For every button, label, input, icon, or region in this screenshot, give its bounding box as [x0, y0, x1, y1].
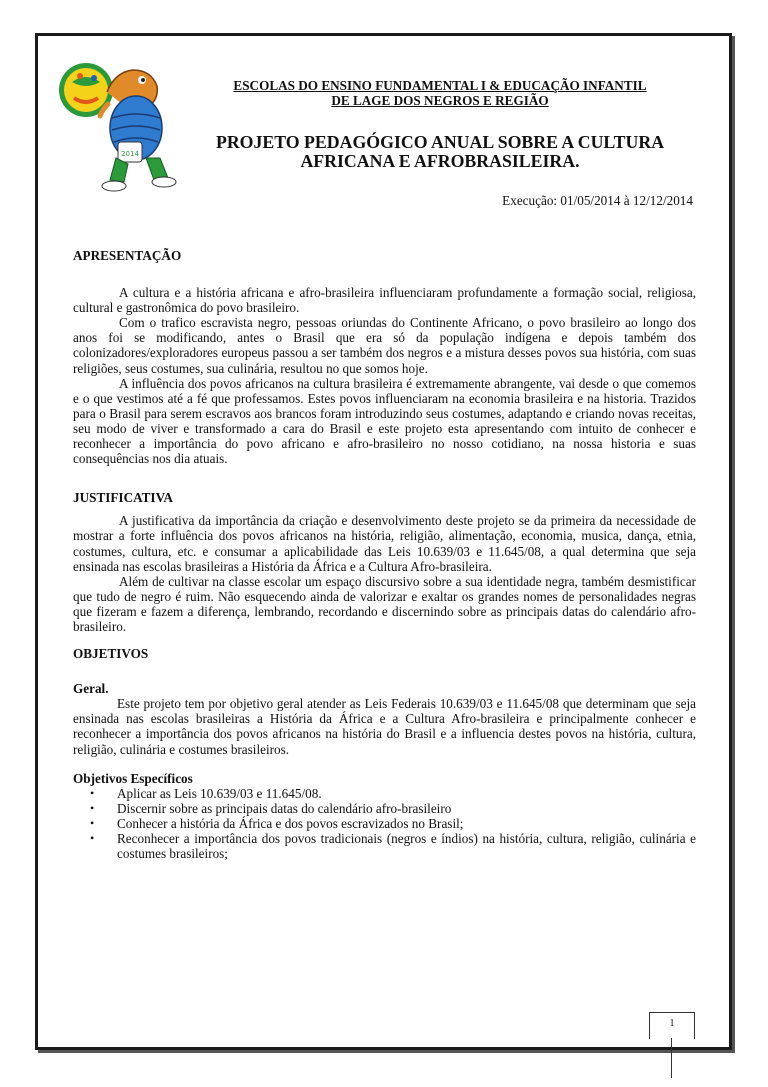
objetivo-geral-title: Geral.: [73, 681, 109, 697]
section-title-justificativa: JUSTIFICATIVA: [73, 490, 173, 506]
logo-year-text: 2014: [121, 150, 139, 158]
list-item: • Discernir sobre as principais datas do calendário afro-brasileiro: [117, 801, 696, 816]
execution-dates: Execução: 01/05/2014 à 12/12/2014: [502, 193, 693, 208]
list-item: • Conhecer a história da África e dos povos escravizados no Brasil;: [117, 816, 696, 831]
project-title: [190, 133, 690, 171]
page-number: 1: [649, 1012, 695, 1039]
school-line-1: ESCOLAS DO ENSINO FUNDAMENTAL I & EDUCAÇÃO INFANTIL: [233, 78, 647, 93]
section-title-objetivos: OBJETIVOS: [73, 646, 149, 662]
objetivo-geral-text: Este projeto tem por objetivo geral atender as Leis Federais 10.639/03 e 11.645/08 que determinam que seja ensinada nas escolas brasileiras a História da África e a Cultura Afro-brasileira e principalmente conhecer e reconhecer a importância dos povos africanos na história do Brasil e a influencia destes povos na história, cultura, religião, culinária e costumes brasileiros.: [73, 696, 696, 757]
section-title-apresentacao: APRESENTAÇÃO: [73, 248, 182, 263]
objetivos-especificos-title: Objetivos Específicos: [73, 770, 193, 786]
page-number-line: [671, 1038, 672, 1078]
document-body: [73, 248, 696, 861]
school-name: [190, 78, 690, 108]
list-item: • Aplicar as Leis 10.639/03 e 11.645/08.: [117, 786, 696, 801]
justificativa-paragraph-2: Além de cultivar na classe escolar um espaço discursivo sobre a sua identidade negra, também desmistificar que tudo de negro é ruim. Não esquecendo ainda de valorizar e exaltar os grandes nomes de personalidades negras que fizeram e fazem a diferença, lembrando, recordando e discernindo sobre as principais datas do calendário afro-brasileiro.: [73, 573, 696, 634]
apresentacao-paragraph-2: Com o trafico escravista negro, pessoas oriundas do Continente Africano, o povo brasileiro ao longo dos anos foi se modificando, antes o Brasil que era só da população indígena e depois também dos colonizadores/exploradores europeus passou a ser também dos negros e a mistura desses povos sua história, com suas religiões, seus costumes, sua culinária, resultou no que somos hoje.: [73, 315, 696, 376]
justificativa-paragraph-1: A justificativa da importância da criação e desenvolvimento deste projeto se da primeira da necessidade de mostrar a forte influência dos povos africanos na história, religião, alimentação, economia, musica, dança, etnia, costumes, cultura, etc. e consumar a aplicabilidade das Leis 10.639/03 e 11.645/08, a qual determina que seja ensinada nas escolas brasileiras a História da África e a Cultura Afro-brasileira.: [73, 513, 696, 574]
apresentacao-paragraph-3: A influência dos povos africanos na cultura brasileira é extremamente abrangente, vai desde o que comemos e o que vestimos até a fé que professamos. Estes povos influenciaram na economia brasileira e na historia. Trazidos para o Brasil para serem escravos aos brancos foram introduzindo seus costumes, adaptando e criando novas receitas, seu modo de viver e transformado a cara do Brasil e este projeto esta apresentando com intuito de conhecer e reconhecer a importância do povo africano e afro-brasileiro no nosso cotidiano, na nossa historia e suas consequências nos dia atuais.: [73, 375, 696, 467]
apresentacao-paragraph-1: A cultura e a história africana e afro-brasileira influenciaram profundamente a formação social, religiosa, cultural e gastronômica do povo brasileiro.: [73, 285, 696, 316]
list-item: • Reconhecer a importância dos povos tradicionais (negros e índios) na história, cultura, religião, culinária e costumes brasileiros;: [117, 831, 696, 861]
school-line-2: DE LAGE DOS NEGROS E REGIÃO: [331, 93, 549, 108]
project-title-line-1: PROJETO PEDAGÓGICO ANUAL SOBRE A CULTURA: [215, 132, 665, 152]
mascot-logo: [52, 52, 184, 198]
project-title-line-2: AFRICANA E AFROBRASILEIRA.: [300, 151, 580, 171]
objetivos-especificos-list: [73, 786, 696, 861]
